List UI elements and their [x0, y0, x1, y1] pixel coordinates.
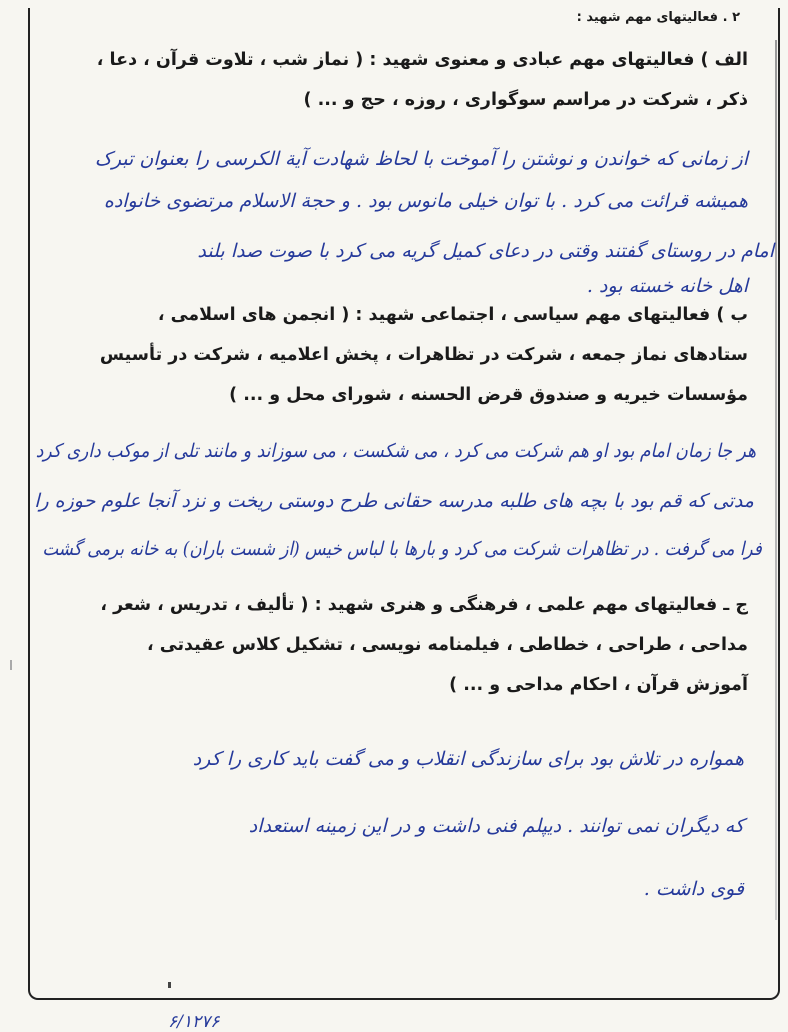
handwritten-line-b-2: مدتی که قم بود با بچه های طلبه مدرسه حقانی طرح دوستی ریخت و نزد آنجا علوم حوزه را [34, 490, 754, 512]
printed-line-a-1: الف ) فعالیتهای مهم عبادی و معنوی شهید : ( نماز شب ، تلاوت قرآن ، دعا ، [96, 50, 748, 70]
handwritten-line-a-3: امام در روستای گفتند وقتی در دعای کمیل گریه می کرد با صوت صدا بلند [197, 240, 774, 262]
scan-speck [168, 982, 171, 988]
handwritten-line-c-3: قوی داشت . [643, 878, 744, 900]
handwritten-line-a-1: از زمانی که خواندن و نوشتن را آموخت با لحاظ شهادت آیة الکرسی را بعنوان تبرک [94, 148, 748, 170]
handwritten-line-b-3: فرا می گرفت . در تظاهرات شرکت می کرد و بارها با لباس خیس (از شست باران) به خانه برمی گشت [42, 538, 762, 560]
printed-line-b-3: مؤسسات خیریه و صندوق قرض الحسنه ، شورای محل و ... ) [229, 385, 748, 405]
printed-line-c-3: آموزش قرآن ، احکام مداحی و ... ) [449, 675, 748, 695]
scan-speck [10, 660, 12, 670]
section-heading: ۲ . فعالیتهای مهم شهید : [576, 10, 740, 25]
handwritten-line-c-1: همواره در تلاش بود برای سازندگی انقلاب و می گفت باید کاری را کرد [192, 748, 744, 770]
handwritten-line-c-2: که دیگران نمی توانند . دیپلم فنی داشت و در این زمینه استعداد [248, 815, 744, 837]
handwritten-line-a-2: همیشه قرائت می کرد . با توان خیلی مانوس بود . و حجة الاسلام مرتضوی خانواده [103, 190, 748, 212]
page-number: ۶/۱۲۷۶ [168, 1012, 220, 1032]
printed-line-b-2: ستادهای نماز جمعه ، شرکت در تظاهرات ، پخش اعلامیه ، شرکت در تأسیس [99, 345, 748, 365]
printed-line-c-2: مداحی ، طراحی ، خطاطی ، فیلمنامه نویسی ، تشکیل کلاس عقیدتی ، [147, 635, 748, 655]
margin-line [775, 40, 777, 920]
handwritten-line-a-4: اهل خانه خسته بود . [586, 275, 748, 297]
handwritten-line-b-1: هر جا زمان امام بود او هم شرکت می کرد ، می شکست ، می سوزاند و مانند تلی از موکب داری کرد [35, 440, 756, 462]
printed-line-b-1: ب ) فعالیتهای مهم سیاسی ، اجتماعی شهید : ( انجمن های اسلامی ، [157, 305, 748, 325]
printed-line-c-1: ج ـ فعالیتهای مهم علمی ، فرهنگی و هنری شهید : ( تألیف ، تدریس ، شعر ، [100, 595, 748, 615]
printed-line-a-2: ذکر ، شرکت در مراسم سوگواری ، روزه ، حج و ... ) [303, 90, 748, 110]
